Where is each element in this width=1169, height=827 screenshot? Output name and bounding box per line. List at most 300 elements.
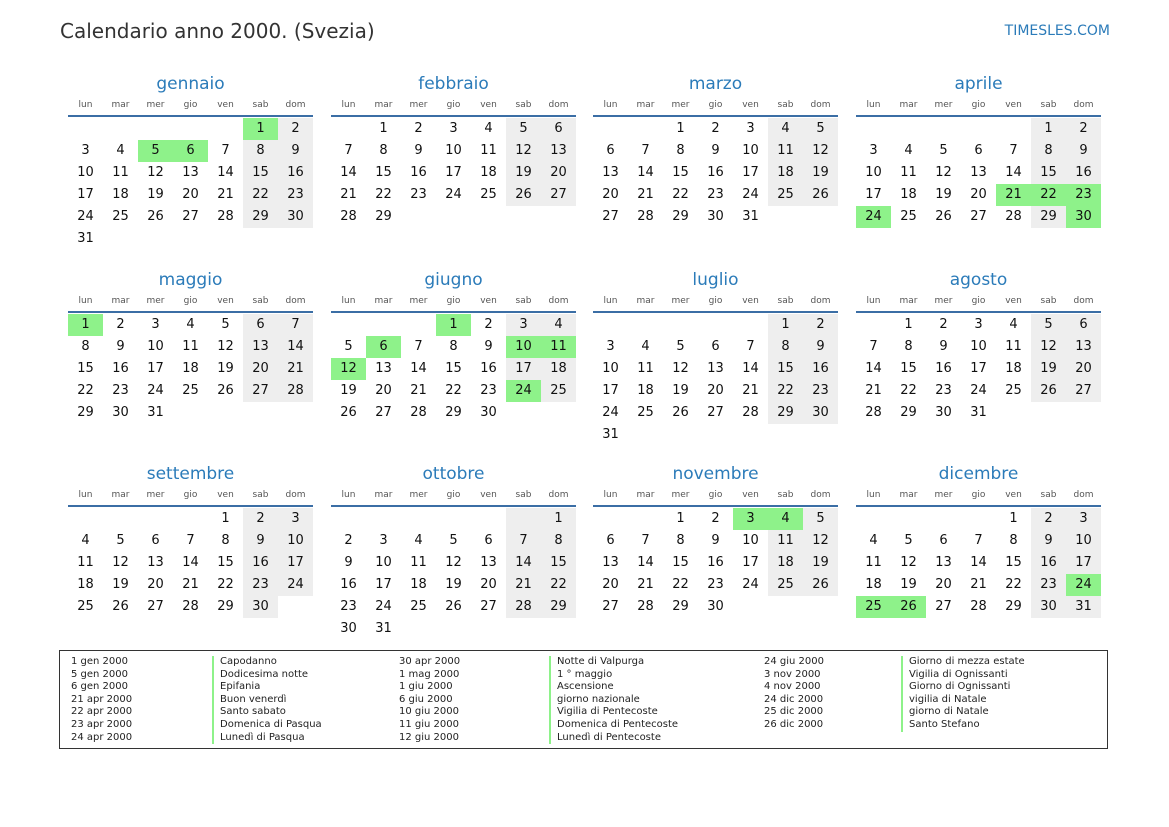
day-cell: 21 bbox=[506, 574, 541, 596]
weekday-label: dom bbox=[810, 296, 831, 306]
empty-day bbox=[891, 508, 926, 530]
day-cell: 29 bbox=[541, 596, 576, 618]
legend-holiday-name: Giorno di mezza estate bbox=[901, 656, 1025, 669]
weekday-label: ven bbox=[480, 296, 497, 306]
empty-day bbox=[471, 206, 506, 228]
day-cell: 25 bbox=[768, 184, 803, 206]
day-cell: 10 bbox=[742, 143, 759, 158]
month-title: aprile bbox=[954, 74, 1003, 94]
month-title: gennaio bbox=[156, 74, 225, 94]
empty-day bbox=[506, 618, 541, 640]
weekday-label: mer bbox=[934, 490, 953, 500]
weekday-header bbox=[593, 294, 838, 313]
legend-date: 30 apr 2000 bbox=[399, 656, 461, 667]
weekday-label: lun bbox=[603, 296, 618, 306]
day-cell: 18 bbox=[182, 361, 199, 376]
day-cell: 15 bbox=[217, 555, 234, 570]
day-cell: 12 bbox=[900, 555, 917, 570]
day-cell: 5 bbox=[221, 317, 230, 332]
day-cell: 6 bbox=[541, 118, 576, 140]
legend-date: 1 giu 2000 bbox=[399, 681, 453, 693]
day-cell: 20 bbox=[375, 383, 392, 398]
day-cell: 29 bbox=[768, 402, 803, 424]
day-cell: 3 bbox=[506, 314, 541, 336]
day-cell: 15 bbox=[672, 555, 689, 570]
day-cell: 13 bbox=[541, 140, 576, 162]
day-cell: 27 bbox=[602, 209, 619, 224]
day-cell: 20 bbox=[1066, 358, 1101, 380]
day-cell: 14 bbox=[217, 165, 234, 180]
day-cell: 6 bbox=[1066, 314, 1101, 336]
day-cell: 20 bbox=[243, 358, 278, 380]
day-cell: 16 bbox=[1031, 552, 1066, 574]
holiday-day: 22 bbox=[1031, 184, 1066, 206]
holiday-day: 1 bbox=[243, 118, 278, 140]
day-cell: 29 bbox=[77, 405, 94, 420]
day-cell: 26 bbox=[803, 574, 838, 596]
weekday-label: gio bbox=[708, 296, 723, 306]
weekday-header bbox=[856, 98, 1101, 117]
legend-holiday-name: Domenica di Pasqua bbox=[212, 719, 322, 732]
day-cell: 7 bbox=[186, 533, 195, 548]
empty-day bbox=[733, 314, 768, 336]
day-cell: 11 bbox=[768, 140, 803, 162]
weekday-label: ven bbox=[480, 490, 497, 500]
day-cell: 17 bbox=[742, 555, 759, 570]
day-cell: 20 bbox=[935, 577, 952, 592]
day-cell: 7 bbox=[746, 339, 755, 354]
legend-date: 1 gen 2000 bbox=[71, 656, 129, 667]
day-cell: 21 bbox=[865, 383, 882, 398]
day-cell: 18 bbox=[768, 552, 803, 574]
holiday-day: 24 bbox=[856, 206, 891, 228]
day-cell: 11 bbox=[410, 555, 427, 570]
day-cell: 1 bbox=[379, 121, 388, 136]
empty-day bbox=[331, 118, 366, 140]
legend-date: 10 giu 2000 bbox=[399, 706, 459, 718]
empty-day bbox=[926, 508, 961, 530]
days-grid bbox=[331, 314, 576, 424]
day-cell: 20 bbox=[707, 383, 724, 398]
day-cell: 18 bbox=[410, 577, 427, 592]
day-cell: 6 bbox=[243, 314, 278, 336]
day-cell: 13 bbox=[707, 361, 724, 376]
day-cell: 8 bbox=[1009, 533, 1018, 548]
day-cell: 14 bbox=[340, 165, 357, 180]
weekday-label: sab bbox=[515, 100, 532, 110]
day-cell: 28 bbox=[340, 209, 357, 224]
weekday-label: mer bbox=[409, 490, 428, 500]
weekday-label: dom bbox=[285, 100, 306, 110]
legend-date: 26 dic 2000 bbox=[764, 718, 824, 730]
days-grid bbox=[593, 314, 838, 446]
day-cell: 2 bbox=[243, 508, 278, 530]
empty-day bbox=[663, 424, 698, 446]
empty-day bbox=[103, 228, 138, 250]
weekday-header bbox=[593, 98, 838, 117]
month-novembre bbox=[593, 463, 838, 618]
weekday-label: ven bbox=[742, 100, 759, 110]
empty-day bbox=[803, 424, 838, 446]
holiday-day: 5 bbox=[138, 140, 173, 162]
days-grid bbox=[856, 508, 1101, 618]
month-aprile bbox=[856, 73, 1101, 228]
day-cell: 23 bbox=[1031, 574, 1066, 596]
day-cell: 6 bbox=[939, 533, 948, 548]
day-cell: 21 bbox=[637, 577, 654, 592]
day-cell: 4 bbox=[81, 533, 90, 548]
day-cell: 27 bbox=[147, 599, 164, 614]
legend-date: 3 nov 2000 bbox=[764, 668, 821, 680]
day-cell: 12 bbox=[147, 165, 164, 180]
weekday-label: ven bbox=[217, 490, 234, 500]
day-cell: 17 bbox=[375, 577, 392, 592]
weekday-label: lun bbox=[78, 100, 93, 110]
day-cell: 2 bbox=[711, 511, 720, 526]
days-grid bbox=[856, 118, 1101, 228]
empty-day bbox=[768, 596, 803, 618]
day-cell: 2 bbox=[939, 317, 948, 332]
empty-day bbox=[663, 314, 698, 336]
day-cell: 30 bbox=[243, 596, 278, 618]
day-cell: 3 bbox=[1066, 508, 1101, 530]
weekday-label: lun bbox=[603, 490, 618, 500]
day-cell: 31 bbox=[970, 405, 987, 420]
weekday-label: dom bbox=[548, 296, 569, 306]
holiday-day: 1 bbox=[436, 314, 471, 336]
empty-day bbox=[173, 228, 208, 250]
day-cell: 9 bbox=[1066, 140, 1101, 162]
empty-day bbox=[243, 228, 278, 250]
weekday-label: lun bbox=[78, 296, 93, 306]
month-title: ottobre bbox=[422, 464, 485, 484]
weekday-label: mer bbox=[671, 296, 690, 306]
day-cell: 13 bbox=[375, 361, 392, 376]
day-cell: 23 bbox=[340, 599, 357, 614]
weekday-label: mer bbox=[409, 100, 428, 110]
day-cell: 23 bbox=[935, 383, 952, 398]
day-cell: 30 bbox=[803, 402, 838, 424]
empty-day bbox=[541, 402, 576, 424]
empty-day bbox=[506, 508, 541, 530]
weekday-label: gio bbox=[708, 490, 723, 500]
day-cell: 16 bbox=[410, 165, 427, 180]
day-cell: 4 bbox=[641, 339, 650, 354]
day-cell: 12 bbox=[506, 140, 541, 162]
day-cell: 29 bbox=[900, 405, 917, 420]
day-cell: 27 bbox=[1066, 380, 1101, 402]
days-grid bbox=[856, 314, 1101, 424]
day-cell: 30 bbox=[707, 599, 724, 614]
weekday-label: dom bbox=[285, 296, 306, 306]
weekday-label: ven bbox=[217, 100, 234, 110]
month-maggio bbox=[68, 269, 313, 424]
day-cell: 17 bbox=[445, 165, 462, 180]
holiday-day: 21 bbox=[996, 184, 1031, 206]
day-cell: 14 bbox=[1005, 165, 1022, 180]
weekday-label: gio bbox=[183, 100, 198, 110]
day-cell: 30 bbox=[1031, 596, 1066, 618]
weekday-header bbox=[856, 294, 1101, 313]
weekday-label: mar bbox=[374, 100, 393, 110]
day-cell: 9 bbox=[711, 533, 720, 548]
weekday-header bbox=[331, 294, 576, 313]
day-cell: 29 bbox=[217, 599, 234, 614]
day-cell: 15 bbox=[541, 552, 576, 574]
empty-day bbox=[803, 206, 838, 228]
day-cell: 3 bbox=[81, 143, 90, 158]
day-cell: 8 bbox=[541, 530, 576, 552]
day-cell: 25 bbox=[480, 187, 497, 202]
day-cell: 5 bbox=[803, 118, 838, 140]
day-cell: 29 bbox=[1031, 206, 1066, 228]
day-cell: 17 bbox=[1066, 552, 1101, 574]
empty-day bbox=[243, 402, 278, 424]
day-cell: 4 bbox=[541, 314, 576, 336]
day-cell: 29 bbox=[445, 405, 462, 420]
weekday-label: sab bbox=[1040, 490, 1057, 500]
day-cell: 26 bbox=[112, 599, 129, 614]
legend-holiday-name: Ascensione bbox=[549, 681, 678, 694]
weekday-label: gio bbox=[446, 296, 461, 306]
day-cell: 15 bbox=[672, 165, 689, 180]
day-cell: 5 bbox=[676, 339, 685, 354]
day-cell: 22 bbox=[541, 574, 576, 596]
month-febbraio bbox=[331, 73, 576, 228]
day-cell: 19 bbox=[112, 577, 129, 592]
day-cell: 5 bbox=[939, 143, 948, 158]
day-cell: 22 bbox=[768, 380, 803, 402]
day-cell: 13 bbox=[182, 165, 199, 180]
legend-holiday-name: Dodicesima notte bbox=[212, 669, 322, 682]
day-cell: 6 bbox=[974, 143, 983, 158]
day-cell: 7 bbox=[641, 533, 650, 548]
day-cell: 24 bbox=[742, 577, 759, 592]
day-cell: 22 bbox=[375, 187, 392, 202]
day-cell: 16 bbox=[243, 552, 278, 574]
month-luglio bbox=[593, 269, 838, 446]
day-cell: 28 bbox=[742, 405, 759, 420]
day-cell: 3 bbox=[974, 317, 983, 332]
empty-day bbox=[698, 314, 733, 336]
day-cell: 10 bbox=[742, 533, 759, 548]
month-title: settembre bbox=[146, 464, 235, 484]
day-cell: 22 bbox=[445, 383, 462, 398]
day-cell: 4 bbox=[869, 533, 878, 548]
empty-day bbox=[593, 118, 628, 140]
day-cell: 4 bbox=[904, 143, 913, 158]
day-cell: 1 bbox=[676, 121, 685, 136]
day-cell: 23 bbox=[410, 187, 427, 202]
day-cell: 28 bbox=[637, 209, 654, 224]
weekday-label: gio bbox=[971, 100, 986, 110]
weekday-label: sab bbox=[777, 296, 794, 306]
day-cell: 23 bbox=[480, 383, 497, 398]
day-cell: 15 bbox=[243, 162, 278, 184]
day-cell: 24 bbox=[970, 383, 987, 398]
legend-date: 24 giu 2000 bbox=[764, 656, 824, 667]
day-cell: 6 bbox=[606, 533, 615, 548]
empty-day bbox=[1031, 402, 1066, 424]
weekday-label: dom bbox=[810, 100, 831, 110]
day-cell: 17 bbox=[77, 187, 94, 202]
day-cell: 21 bbox=[340, 187, 357, 202]
legend-date: 4 nov 2000 bbox=[764, 681, 821, 693]
weekday-label: dom bbox=[810, 490, 831, 500]
day-cell: 19 bbox=[340, 383, 357, 398]
day-cell: 26 bbox=[672, 405, 689, 420]
day-cell: 14 bbox=[506, 552, 541, 574]
weekday-header bbox=[331, 98, 576, 117]
empty-day bbox=[856, 314, 891, 336]
month-title: dicembre bbox=[938, 464, 1019, 484]
day-cell: 5 bbox=[344, 339, 353, 354]
holiday-day: 30 bbox=[1066, 206, 1101, 228]
day-cell: 10 bbox=[77, 165, 94, 180]
weekday-label: mar bbox=[111, 490, 130, 500]
month-title: novembre bbox=[672, 464, 759, 484]
day-cell: 10 bbox=[445, 143, 462, 158]
legend-date: 6 giu 2000 bbox=[399, 693, 453, 705]
day-cell: 29 bbox=[672, 599, 689, 614]
empty-day bbox=[401, 206, 436, 228]
empty-day bbox=[541, 618, 576, 640]
weekday-label: mer bbox=[409, 296, 428, 306]
weekday-label: gio bbox=[971, 296, 986, 306]
weekday-label: mer bbox=[671, 490, 690, 500]
day-cell: 9 bbox=[344, 555, 353, 570]
day-cell: 28 bbox=[506, 596, 541, 618]
day-cell: 8 bbox=[449, 339, 458, 354]
day-cell: 9 bbox=[711, 143, 720, 158]
month-title: febbraio bbox=[418, 74, 489, 94]
day-cell: 21 bbox=[410, 383, 427, 398]
day-cell: 22 bbox=[77, 383, 94, 398]
day-cell: 30 bbox=[112, 405, 129, 420]
day-cell: 23 bbox=[707, 187, 724, 202]
day-cell: 19 bbox=[1031, 358, 1066, 380]
day-cell: 31 bbox=[1066, 596, 1101, 618]
day-cell: 25 bbox=[112, 209, 129, 224]
day-cell: 18 bbox=[77, 577, 94, 592]
empty-day bbox=[733, 596, 768, 618]
day-cell: 1 bbox=[1009, 511, 1018, 526]
day-cell: 22 bbox=[672, 187, 689, 202]
day-cell: 31 bbox=[77, 231, 94, 246]
day-cell: 19 bbox=[445, 577, 462, 592]
day-cell: 15 bbox=[1031, 162, 1066, 184]
day-cell: 2 bbox=[414, 121, 423, 136]
day-cell: 14 bbox=[410, 361, 427, 376]
weekday-header bbox=[68, 294, 313, 313]
day-cell: 13 bbox=[935, 555, 952, 570]
site-link[interactable]: TIMESLES.COM bbox=[1004, 23, 1110, 39]
empty-day bbox=[68, 508, 103, 530]
day-cell: 8 bbox=[768, 336, 803, 358]
day-cell: 11 bbox=[112, 165, 129, 180]
empty-day bbox=[103, 118, 138, 140]
empty-day bbox=[68, 118, 103, 140]
empty-day bbox=[506, 402, 541, 424]
day-cell: 31 bbox=[375, 621, 392, 636]
day-cell: 7 bbox=[869, 339, 878, 354]
legend-date: 12 giu 2000 bbox=[399, 731, 459, 743]
day-cell: 25 bbox=[637, 405, 654, 420]
day-cell: 2 bbox=[344, 533, 353, 548]
day-cell: 31 bbox=[742, 209, 759, 224]
legend-holiday-name: Capodanno bbox=[212, 656, 322, 669]
empty-day bbox=[278, 228, 313, 250]
empty-day bbox=[768, 206, 803, 228]
weekday-label: mar bbox=[374, 296, 393, 306]
day-cell: 10 bbox=[1066, 530, 1101, 552]
empty-day bbox=[593, 314, 628, 336]
month-ottobre bbox=[331, 463, 576, 640]
day-cell: 21 bbox=[970, 577, 987, 592]
day-cell: 26 bbox=[803, 184, 838, 206]
holiday-day: 1 bbox=[68, 314, 103, 336]
empty-day bbox=[331, 314, 366, 336]
empty-day bbox=[278, 402, 313, 424]
day-cell: 1 bbox=[904, 317, 913, 332]
day-cell: 8 bbox=[676, 533, 685, 548]
day-cell: 2 bbox=[116, 317, 125, 332]
day-cell: 5 bbox=[904, 533, 913, 548]
day-cell: 8 bbox=[221, 533, 230, 548]
weekday-label: dom bbox=[548, 100, 569, 110]
day-cell: 9 bbox=[116, 339, 125, 354]
empty-day bbox=[173, 508, 208, 530]
legend-names-column bbox=[212, 656, 322, 744]
legend-date: 24 apr 2000 bbox=[71, 731, 133, 743]
day-cell: 14 bbox=[637, 555, 654, 570]
day-cell: 9 bbox=[278, 140, 313, 162]
holiday-day: 4 bbox=[768, 508, 803, 530]
month-title: agosto bbox=[949, 270, 1008, 290]
day-cell: 16 bbox=[278, 162, 313, 184]
empty-day bbox=[173, 118, 208, 140]
day-cell: 15 bbox=[768, 358, 803, 380]
day-cell: 2 bbox=[278, 118, 313, 140]
day-cell: 12 bbox=[672, 361, 689, 376]
day-cell: 8 bbox=[243, 140, 278, 162]
weekday-label: sab bbox=[252, 490, 269, 500]
day-cell: 26 bbox=[1031, 380, 1066, 402]
day-cell: 27 bbox=[182, 209, 199, 224]
day-cell: 10 bbox=[970, 339, 987, 354]
day-cell: 26 bbox=[445, 599, 462, 614]
month-title: luglio bbox=[692, 270, 739, 290]
empty-day bbox=[891, 118, 926, 140]
day-cell: 13 bbox=[480, 555, 497, 570]
day-cell: 30 bbox=[480, 405, 497, 420]
day-cell: 18 bbox=[637, 383, 654, 398]
weekday-label: dom bbox=[1073, 296, 1094, 306]
day-cell: 12 bbox=[112, 555, 129, 570]
day-cell: 14 bbox=[742, 361, 759, 376]
day-cell: 1 bbox=[541, 508, 576, 530]
day-cell: 2 bbox=[803, 314, 838, 336]
day-cell: 6 bbox=[711, 339, 720, 354]
empty-day bbox=[926, 118, 961, 140]
day-cell: 7 bbox=[641, 143, 650, 158]
weekday-label: sab bbox=[515, 296, 532, 306]
day-cell: 20 bbox=[182, 187, 199, 202]
holiday-day: 6 bbox=[173, 140, 208, 162]
day-cell: 15 bbox=[1005, 555, 1022, 570]
weekday-label: mer bbox=[934, 100, 953, 110]
day-cell: 1 bbox=[676, 511, 685, 526]
